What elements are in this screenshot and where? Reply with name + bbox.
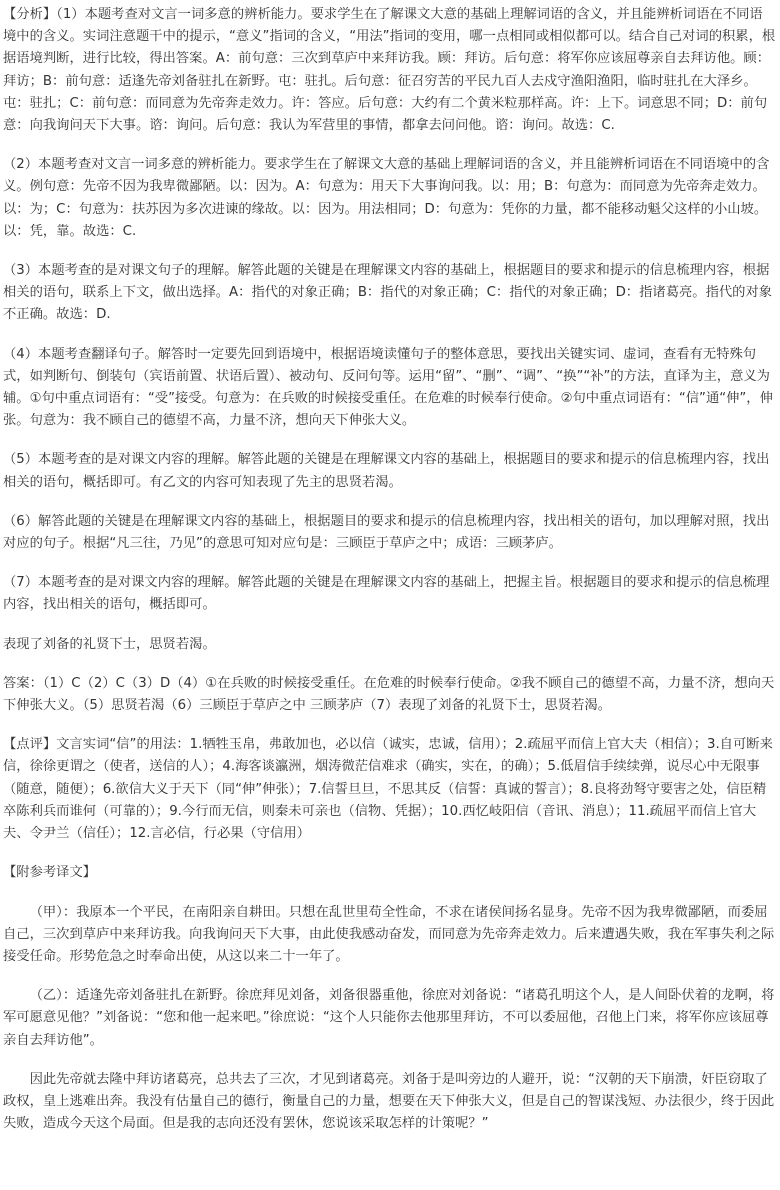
analysis-part-3: （3）本题考查的是对课文句子的理解。解答此题的关键是在理解课文内容的基础上，根据题目的要求和提示的信息梳理内容，根据相关的语句，联系上下文，做出选择。A：指代的对象正确；B：指代的对象正确；C：指代的对象正确；D：指诸葛亮。指代的对象不正确。故选：D. [3,263,773,323]
analysis-part-5: （5）本题考查的是对课文内容的理解。解答此题的关键是在理解课文内容的基础上，根据题目的要求和提示的信息梳理内容，找出相关的语句，概括即可。有乙文的内容可知表现了先主的思贤若渴。 [3,452,770,490]
answer-paragraph: 答案：（1）C（2）C（3）D（4）①在兵败的时候接受重任。在危难的时候奉行使命。②我不顾自己的德望不高，力量不济，想向天下伸张大义。（5）思贤若渴（6）三顾臣于草庐之中 三顾茅庐（7）表现了刘备的礼贤下士，思贤若渴。 [3,675,775,714]
translation-jia: （甲）：我原本一个平民，在南阳亲自耕田。只想在乱世里苟全性命，不求在诸侯间扬名显身。先帝不因为我卑微鄙陋，而委屈自己，三次到草庐中来拜访我。向我询问天下大事，由此使我感动奋发，而同意为先帝奔走效力。后来遭遇失败，我在军事失利之际接受任命。形势危急之时奉命出使，从这以来二十一年了。 [3,904,775,964]
comment-paragraph: 【点评】文言实词“信”的用法：1.牺牲玉帛，弗敢加也，必以信（诚实，忠诚，信用）；2.疏屈平而信上官大夫（相信）；3.自可断来信，徐徐更谓之（使者，送信的人）；4.海客谈瀛洲，烟涛微茫信难求（确实，实在，的确）；5.低眉信手续续弹，说尽心中无限事（随意，随便）；6.欲信大义于天下（同“伸”伸张）；7.信誓旦旦，不思其反（信誓：真诚的誓言）；8.良将劲弩守要害之处，信臣精卒陈利兵而谁何（可靠的）；9.今行而无信，则秦未可亲也（信物、凭据）；10.西忆岐阳信（音讯、消息）；11.疏屈平而信上官大夫、令尹兰（信任）；12.言必信，行必果（守信用） [3,737,773,842]
analysis-part-4: （4）本题考查翻译句子。解答时一定要先回到语境中，根据语境读懂句子的整体意思，要找出关键实词、虚词，查看有无特殊句式，如判断句、倒装句（宾语前置、状语后置）、被动句、反问句等。运用“留”、“删”、“调”、“换”“补”的方法，直译为主，意义为辅。①句中重点词语有：“受”接受。句意为：在兵败的时候接受重任。在危难的时候奉行使命。②句中重点词语有：“信”通“伸”，伸张。句意为：我不顾自己的德望不高，力量不济，想向天下伸张大义。 [3,346,773,429]
analysis-part-8: 表现了刘备的礼贤下士，思贤若渴。 [3,636,216,652]
analysis-part-7: （7）本题考查的是对课文内容的理解。解答此题的关键是在理解课文内容的基础上，把握主旨。根据题目的要求和提示的信息梳理内容，找出相关的语句，概括即可。 [3,575,770,613]
analysis-part-6: （6）解答此题的关键是在理解课文内容的基础上，根据题目的要求和提示的信息梳理内容，找出相关的语句，加以理解对照，找出对应的句子。根据“凡三往，乃见”的意思可知对应句是：三顾臣于草庐之中；成语：三顾茅庐。 [3,513,770,552]
translation-last: 因此先帝就去隆中拜访诸葛亮，总共去了三次，才见到诸葛亮。刘备于是叫旁边的人避开，说：“汉朝的天下崩溃，奸臣窃取了政权，皇上逃难出奔。我没有估量自己的德行，衡量自己的力量，想要在天下伸张大义，但是自己的智谋浅短、办法很少，终于因此失败，造成今天这个局面。但是我的志向还没有罢休，您说该采取怎样的计策呢？” [3,1071,775,1132]
translation-heading: 【附参考译文】 [3,865,97,881]
analysis-part-2: （2）本题考查对文言一词多意的辨析能力。要求学生在了解课文大意的基础上理解词语的含义，并且能辨析词语在不同语境中的含义。例句意：先帝不因为我卑微鄙陋。以：因为。A：句意为：用天下大事询问我。以：用；B：句意为：而同意为先帝奔走效力。以：为；C：句意为：扶苏因为多次进谏的缘故。以：因为。用法相同；D：句意为：凭你的力量，都不能移动魁父这样的小山坡。以：凭，靠。故选：C. [3,157,770,239]
translation-yi: （乙）：适逢先帝刘备驻扎在新野。徐庶拜见刘备，刘备很器重他，徐庶对刘备说：“诸葛孔明这个人，是人间卧伏着的龙啊，将军可愿意见他？”刘备说：“您和他一起来吧。”徐庶说：“这个人只能你去他那里拜访，不可以委屈他，召他上门来，将军你应该屈尊亲自去拜访他”。 [3,988,775,1048]
analysis-part-1: 【分析】（1）本题考查对文言一词多意的辨析能力。要求学生在了解课文大意的基础上理解词语的含义，并且能辨析词语在不同语境中的含义。实词注意题干中的提示，“意义”指词的含义，“用法”指词的变用，哪一点相同或相似都可以。结合自己对词的积累，根据语境判断，进行比较，得出答案。A：前句意：三次到草庐中来拜访我。顾：拜访。后句意：将军你应该屈尊亲自去拜访他。顾：拜访；B：前句意：适逢先帝刘备驻扎在新野。屯：驻扎。后句意：征召穷苦的平民九百人去戍守渔阳渔阳，临时驻扎在大泽乡。屯：驻扎；C：前句意：而同意为先帝奔走效力。许：答应。后句意：大约有二个黄米粒那样高。许：上下。词意思不同；D：前句意：向我询问天下大事。谘：询问。后句意：我认为军营里的事情，都拿去问问他。谘：询问。故选：C. [3,7,776,134]
